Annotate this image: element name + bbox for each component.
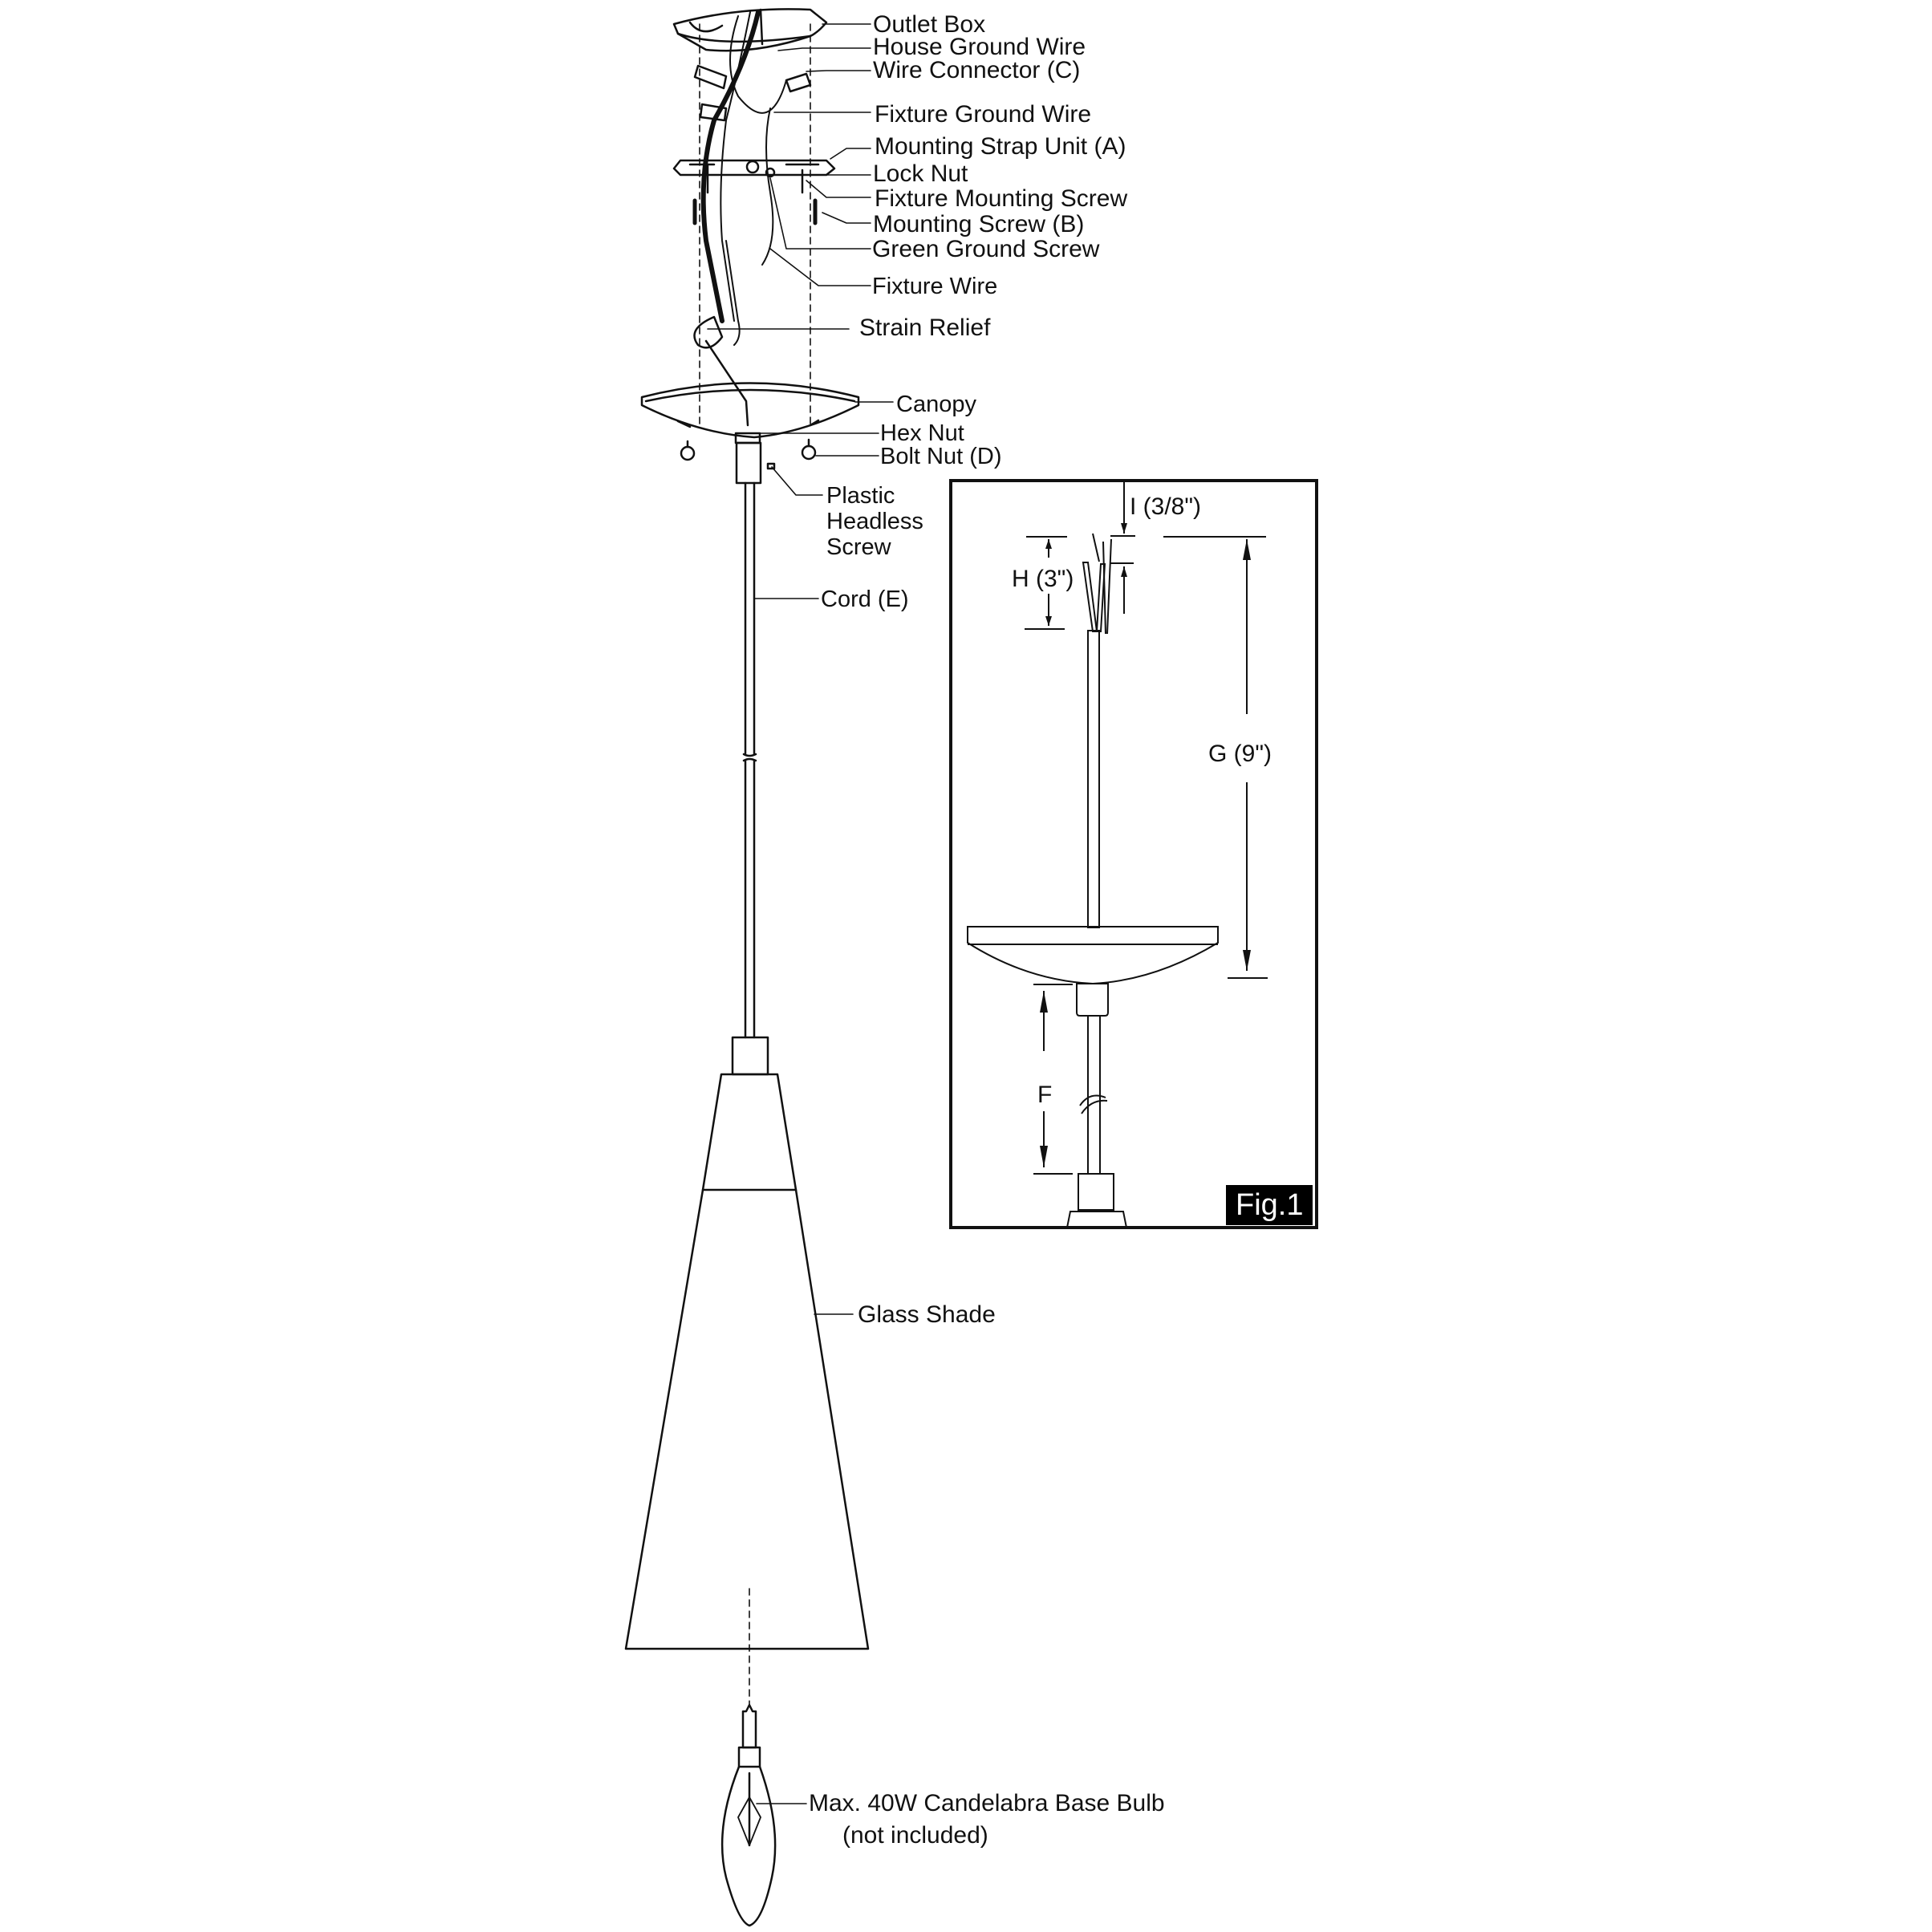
label-wire-connector: Wire Connector (C) (873, 57, 1081, 83)
dimension-i-label: I (3/8") (1130, 493, 1202, 520)
dimension-h-label: H (3") (1012, 566, 1074, 592)
shade-drawing (626, 1037, 868, 1649)
label-fixture-ground-wire: Fixture Ground Wire (875, 101, 1092, 128)
label-glass-shade: Glass Shade (858, 1301, 996, 1328)
label-bolt-nut: Bolt Nut (D) (880, 444, 1002, 469)
canopy-drawing (642, 384, 858, 438)
inset-figure-frame (949, 479, 1318, 1229)
label-plastic-headless-screw-line-1: Plastic (826, 483, 895, 509)
label-plastic-headless-screw (826, 485, 923, 559)
label-mounting-screw: Mounting Screw (B) (873, 211, 1085, 237)
label-bulb-note: (not included) (842, 1822, 988, 1849)
label-lock-nut: Lock Nut (873, 160, 968, 187)
label-house-ground-wire: House Ground Wire (873, 34, 1086, 60)
label-plastic-headless-screw-line-2: Headless (826, 509, 923, 534)
label-plastic-headless-screw-line-3: Screw (826, 534, 891, 560)
label-cord: Cord (E) (821, 586, 909, 612)
label-fixture-wire: Fixture Wire (872, 274, 998, 299)
label-green-ground-screw: Green Ground Screw (872, 236, 1100, 262)
dimension-f-label: F (1037, 1082, 1053, 1108)
label-hex-nut: Hex Nut (880, 420, 964, 446)
label-mounting-strap: Mounting Strap Unit (A) (875, 133, 1126, 160)
label-fixture-mounting-screw: Fixture Mounting Screw (875, 185, 1128, 212)
label-strain-relief: Strain Relief (859, 315, 991, 341)
label-outlet-box: Outlet Box (873, 11, 986, 38)
figure-label: Fig.1 (1226, 1185, 1313, 1225)
bulb-drawing (722, 1705, 775, 1926)
label-bulb: Max. 40W Candelabra Base Bulb (809, 1790, 1165, 1816)
cord-drawing (744, 483, 756, 1037)
dimension-g-label: G (9") (1208, 741, 1272, 767)
label-canopy: Canopy (896, 392, 976, 417)
